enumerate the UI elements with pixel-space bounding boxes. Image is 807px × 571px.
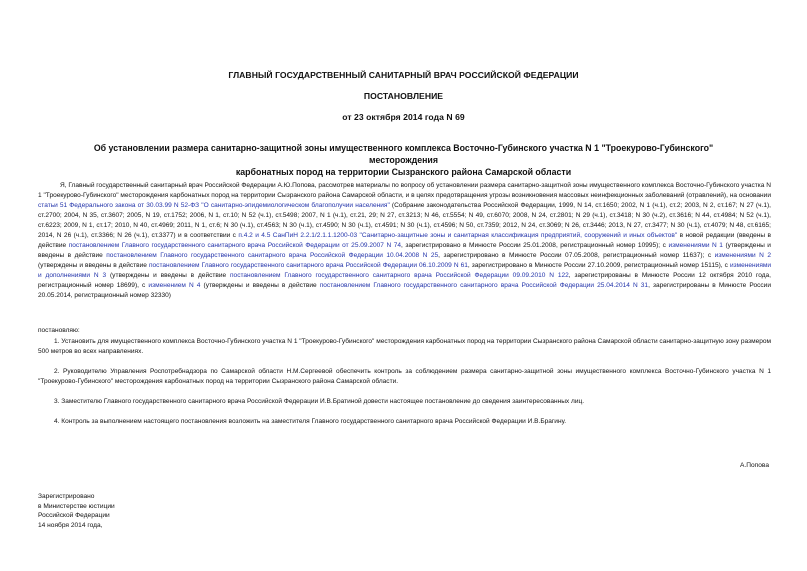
- amendment-1-link[interactable]: изменениями N 1: [668, 242, 723, 249]
- law-link[interactable]: статьи 51 Федерального закона от 30.03.99 N 52-ФЗ "О санитарно-эпидемиологическом благополучии населения": [38, 202, 390, 209]
- amendment-4-link[interactable]: изменением N 4: [148, 282, 201, 289]
- item-4: 4. Контроль за выполнением настоящего постановления возложить на заместителя Главного государственного санитарного врача Российской Федерации И.В.Брагину.: [54, 418, 567, 425]
- document-date: от 23 октября 2014 года N 69: [342, 112, 465, 122]
- signature: А.Попова: [740, 462, 769, 469]
- resolution-2014-link[interactable]: постановлением Главного государственного санитарного врача Российской Федерации 25.04.2014 N 31: [319, 282, 649, 289]
- registration-line: Российской Федерации: [38, 512, 110, 520]
- amendment-2-link[interactable]: изменениями N 2: [714, 252, 771, 259]
- registration-line: в Министерстве юстиции: [38, 502, 115, 510]
- document-title: [60, 142, 747, 178]
- sanpin-link[interactable]: п.4.2 и 4.5 СанПиН 2.2.1/2.1.1.1200-03 "Санитарно-защитные зоны и санитарная классификация предприятий, сооружений и иных объектов": [238, 232, 678, 239]
- item-3: 3. Заместителю Главного государственного санитарного врача Российской Федерации И.В.Братиной довести настоящее постановление до сведения заинтересованных лиц.: [54, 398, 585, 405]
- issuer-heading: ГЛАВНЫЙ ГОСУДАРСТВЕННЫЙ САНИТАРНЫЙ ВРАЧ РОССИЙСКОЙ ФЕДЕРАЦИИ: [228, 70, 579, 80]
- title-line-2: карбонатных пород на территории Сызранского района Самарской области: [235, 167, 572, 177]
- resolution-2007-link[interactable]: постановлением Главного государственного санитарного врача Российской Федерации от 25.09.2007 N 74: [68, 242, 402, 249]
- preamble-paragraph: Я, Главный государственный санитарный врач Российской Федерации А.Ю.Попова, рассмотрев материалы по вопросу об установлении размера санитарно-защитной зоны имущественного комплекса Восточно-Губинского участка N 1 "Троекурово-Губинского" месторождения карбонатных пород на территории Сызранского района Самарской области, и в целях предотвращения угрозы возникновения массовых неинфекционных заболеваний (отравлений), на основании статьи 51 Федерального закона от 30.03.99 N 52-ФЗ "О санитарно-эпидемиологическом благополучии населения" (Собрание законодательства Российской Федерации, 1999, N 14, ст.1650; 2002, N 1 (ч.1), ст.2; 2003, N 2, ст.167; N 27 (ч.1), ст.2700; 2004, N 35, ст.3607; 2005, N 19, ст.1752; 2006, N 1, ст.10; N 52 (ч.1), ст.5498; 2007, N 1 (ч.1), ст.21, 29; N 27, ст.3213; N 46, ст.5554; N 49, ст.6070; 2008, N 24, ст.2801; N 29 (ч.1), ст.3418; N 30 (ч.2), ст.3616; N 44, ст.4984; N 52 (ч.1), ст.6223; 2009, N 1, ст.17; 2010, N 40, ст.4969; 2011, N 1, ст.6; N 30 (ч.1), ст.4563; N 30 (ч.1), ст.4590; N 30 (ч.1), ст.4591; N 30 (ч.1), ст.4596; N 50, ст.7359; 2012, N 24, ст.3069; N 26, ст.3446; 2013, N 27, ст.3477; N 30 (ч.1), ст.4079; N 48, ст.6165; 2014, N 26 (ч.1), ст.3366; N 26 (ч.1), ст.3377) и в соответствии с п.4.2 и 4.5 СанПиН 2.2.1/2.1.1.1200-03 "Санитарно-защитные зоны и санитарная классификация предприятий, сооружений и иных объектов" в новой редакции (введены в действие постановлением Главного государственного санитарного врача Российской Федерации от 25.09.2007 N 74, зарегистрировано в Минюсте России 25.01.2008, регистрационный номер 10995); с изменениями N 1 (утверждены и введены в действие постановлением Главного государственного санитарного врача Российской Федерации 10.04.2008 N 25, зарегистрировано в Минюсте России 07.05.2008, регистрационный номер 11637); с изменениями N 2 (утверждены и введены в действие постановлением Главного государственного санитарного врача Российской Федерации 06.10.2009 N 61, зарегистрировано в Минюсте России 27.10.2009, регистрационный номер 15115), с изменениями и дополнениями N 3 (утверждены и введены в действие постановлением Главного государственного санитарного врача Российской Федерации 09.09.2010 N 122, зарегистрированы в Минюсте России 12 октября 2010 года, регистрационный номер 18699), с изменением N 4 (утверждены и введены в действие постановлением Главного государственного санитарного врача Российской Федерации 25.04.2014 N 31, зарегистрированы в Минюсте России 20.05.2014, регистрационный номер 32330): [38, 182, 772, 299]
- item-2: 2. Руководителю Управления Роспотребнадзора по Самарской области Н.М.Сергеевой обеспечить контроль за соблюдением размера санитарно-защитной зоны имущественного комплекса Восточно-Губинского участка N 1 "Троекурово-Губинского" месторождения карбонатных пород на территории Сызранского района Самарской области.: [38, 368, 771, 385]
- registration-line: 14 ноября 2014 года,: [38, 521, 103, 529]
- resolution-2008-link[interactable]: постановлением Главного государственного санитарного врача Российской Федерации 10.04.2008 N 25: [106, 252, 439, 259]
- title-line-1: Об установлении размера санитарно-защитной зоны имущественного комплекса Восточно-Губинского участка N 1 "Троекурово-Губинского" месторождения: [93, 143, 714, 165]
- item-1: 1. Установить для имущественного комплекса Восточно-Губинского участка N 1 "Троекурово-Губинского" месторождения карбонатных пород на территории Сызранского района Самарской области санитарно-защитную зону размером 500 метров во всех направлениях.: [38, 338, 771, 355]
- resolve-label: постановляю:: [38, 327, 80, 334]
- resolution-2009-link[interactable]: постановлением Главного государственного санитарного врача Российской Федерации 06.10.2009 N 61: [149, 262, 468, 269]
- registration-line: Зарегистрировано: [38, 493, 95, 500]
- amendment-3-link[interactable]: изменениями и дополнениями N 3: [38, 262, 772, 279]
- registration-note: [38, 492, 115, 530]
- document-type: ПОСТАНОВЛЕНИЕ: [363, 91, 444, 101]
- resolution-2010-link[interactable]: постановлением Главного государственного санитарного врача Российской Федерации 09.09.2010 N 122: [230, 272, 569, 279]
